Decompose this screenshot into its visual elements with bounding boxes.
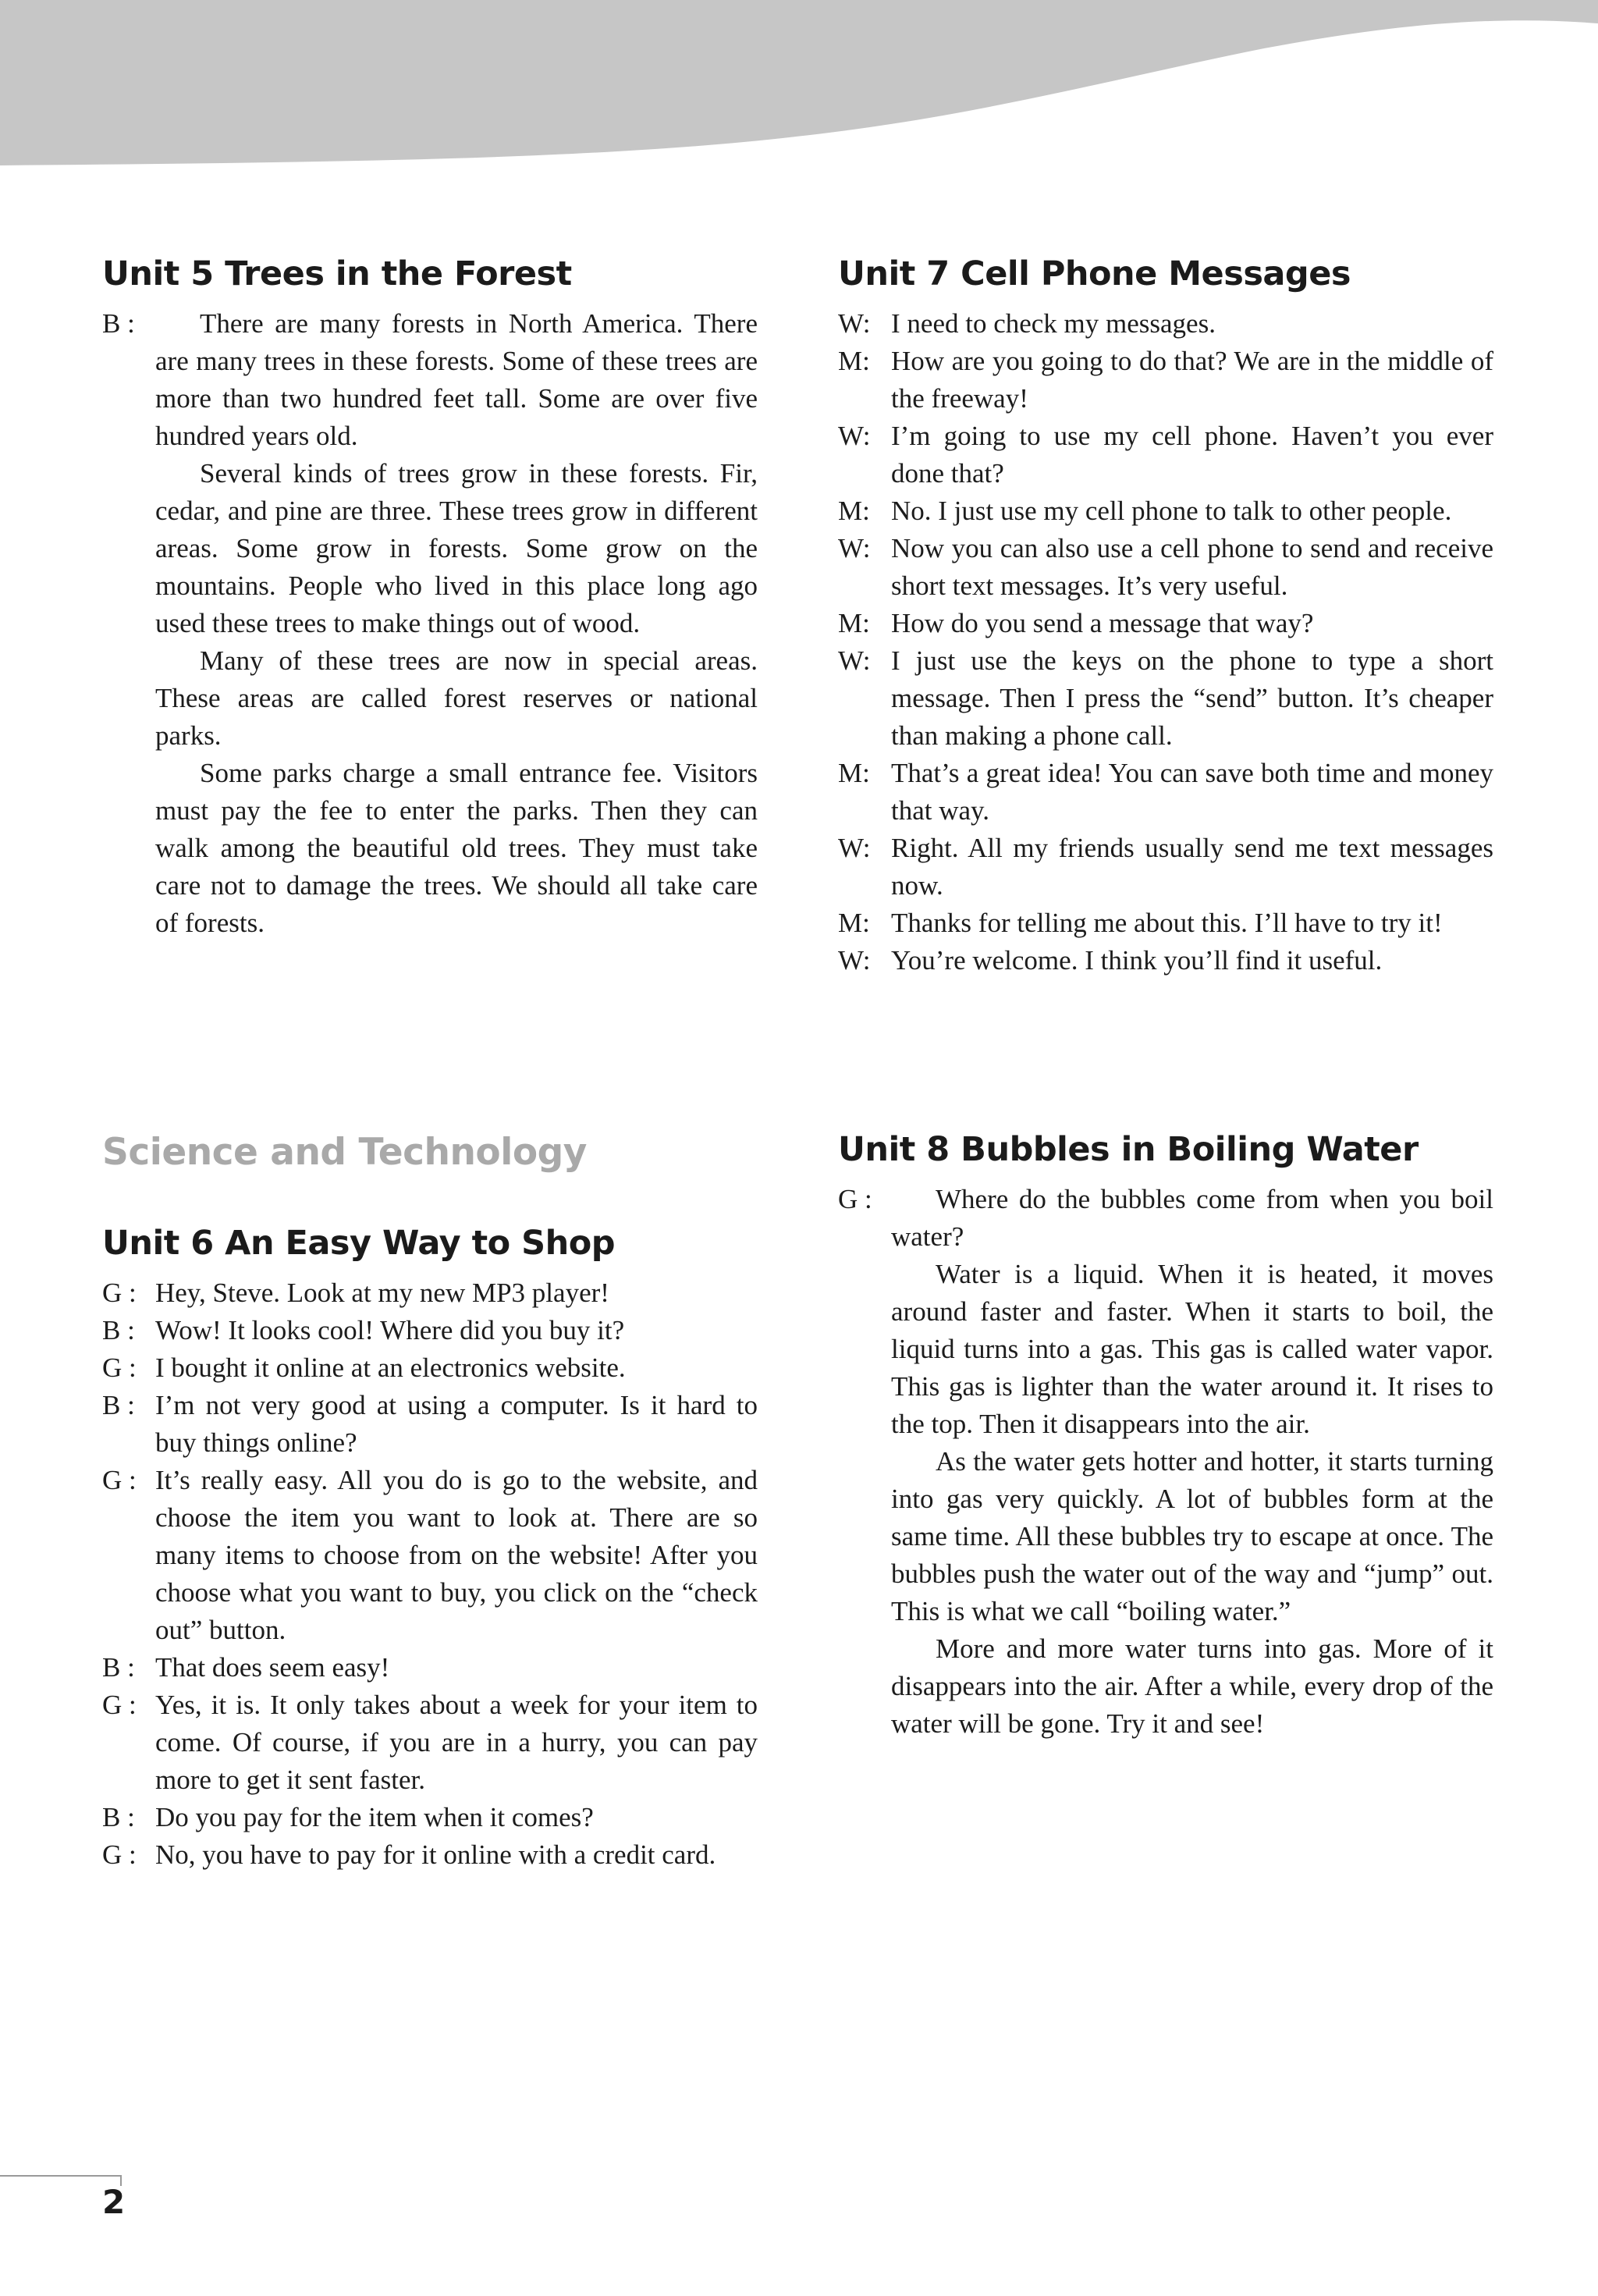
unit7-dialogue	[838, 305, 1493, 979]
dialogue-line	[838, 530, 1493, 605]
unit8-paragraph: As the water gets hotter and hotter, it starts turning into gas very quickly. A lot of bubbles form at the same time. All these bubbles try to escape at once. The bubbles push the water out of the way and “jump” out. This is what we call “boiling water.”	[891, 1446, 1493, 1626]
speaker-label: W:	[838, 421, 871, 451]
speaker-label: G :	[102, 1839, 137, 1870]
dialogue-line	[102, 1649, 758, 1686]
dialogue-line	[102, 1274, 758, 1312]
dialogue-line	[838, 492, 1493, 530]
speaker-label: G :	[102, 1690, 137, 1720]
dialogue-line	[838, 305, 1493, 343]
speaker-label: G :	[102, 1352, 137, 1383]
unit7-title: Unit 7 Cell Phone Messages	[838, 254, 1351, 293]
unit5-speaker: B :	[102, 308, 135, 339]
speaker-label: M:	[838, 496, 870, 526]
speaker-label: M:	[838, 608, 870, 638]
page-number: 2	[102, 2183, 126, 2221]
dialogue-text: You’re welcome. I think you’ll find it useful.	[891, 945, 1383, 976]
speaker-label: W:	[838, 533, 871, 563]
unit6-title: Unit 6 An Easy Way to Shop	[102, 1224, 616, 1263]
section-heading: Science and Technology	[102, 1131, 587, 1174]
dialogue-text: Wow! It looks cool! Where did you buy it?	[155, 1315, 625, 1345]
unit5-paragraph: There are many forests in North America. There are many trees in these forests. Some of these trees are more than two hundred feet tall. Some are over five hundred years old.	[155, 308, 758, 451]
dialogue-text: Now you can also use a cell phone to send and receive short text messages. It’s very useful.	[891, 533, 1493, 601]
dialogue-text: No. I just use my cell phone to talk to other people.	[891, 496, 1452, 526]
dialogue-text: Hey, Steve. Look at my new MP3 player!	[155, 1278, 609, 1308]
dialogue-text: I bought it online at an electronics website.	[155, 1352, 626, 1383]
dialogue-line	[838, 942, 1493, 979]
speaker-label: W:	[838, 945, 871, 976]
header-wave-band	[0, 0, 1598, 187]
speaker-label: G :	[102, 1278, 137, 1308]
unit8-paragraph: Water is a liquid. When it is heated, it moves around faster and faster. When it starts to boil, the liquid turns into a gas. This gas is called water vapor. This gas is lighter than the water around it. It rises to the top. Then it disappears into the air.	[891, 1259, 1493, 1439]
unit5-paragraph: Some parks charge a small entrance fee. Visitors must pay the fee to enter the parks. Then they can walk among the beautiful old trees. They must take care not to damage the trees. We should all take care of forests.	[155, 758, 758, 938]
science-technology-section	[102, 1129, 758, 1176]
dialogue-text: Right. All my friends usually send me text messages now.	[891, 833, 1493, 901]
dialogue-line	[102, 1799, 758, 1836]
unit7-section	[838, 251, 1493, 979]
dialogue-text: Yes, it is. It only takes about a week for your item to come. Of course, if you are in a hurry, you can pay more to get it sent faster.	[155, 1690, 758, 1795]
dialogue-text: I need to check my messages.	[891, 308, 1216, 339]
dialogue-text: How are you going to do that? We are in the middle of the freeway!	[891, 346, 1493, 414]
dialogue-text: I just use the keys on the phone to type a short message. Then I press the “send” button. It’s cheaper than making a phone call.	[891, 645, 1493, 751]
speaker-label: G :	[102, 1465, 137, 1495]
unit6-dialogue	[102, 1274, 758, 1874]
footer-rule	[0, 2175, 122, 2177]
dialogue-line	[102, 1462, 758, 1649]
dialogue-line	[838, 830, 1493, 905]
dialogue-text: Do you pay for the item when it comes?	[155, 1802, 594, 1832]
dialogue-line	[102, 1349, 758, 1387]
unit8-section	[838, 1126, 1493, 1743]
dialogue-text: That does seem easy!	[155, 1652, 390, 1683]
speaker-label: M:	[838, 346, 870, 376]
dialogue-line	[838, 343, 1493, 418]
dialogue-text: It’s really easy. All you do is go to the website, and choose the item you want to look at. There are so many items to choose from on the website! After you choose what you want to buy, you click on the “check out” button.	[155, 1465, 758, 1645]
unit8-paragraph: Where do the bubbles come from when you boil water?	[891, 1184, 1493, 1252]
dialogue-text: I’m going to use my cell phone. Haven’t you ever done that?	[891, 421, 1493, 489]
speaker-label: W:	[838, 308, 871, 339]
dialogue-line	[838, 755, 1493, 830]
unit6-section	[102, 1220, 758, 1874]
speaker-label: B :	[102, 1390, 135, 1420]
unit8-title: Unit 8 Bubbles in Boiling Water	[838, 1130, 1419, 1169]
unit5-monologue	[102, 305, 758, 942]
dialogue-line	[102, 1686, 758, 1799]
speaker-label: B :	[102, 1652, 135, 1683]
unit8-speaker: G :	[838, 1184, 872, 1214]
speaker-label: M:	[838, 758, 870, 788]
unit8-paragraph: More and more water turns into gas. More of it disappears into the air. After a while, every drop of the water will be gone. Try it and see!	[891, 1633, 1493, 1739]
dialogue-line	[102, 1387, 758, 1462]
dialogue-line	[838, 905, 1493, 942]
unit5-title: Unit 5 Trees in the Forest	[102, 254, 572, 293]
unit5-paragraph: Several kinds of trees grow in these forests. Fir, cedar, and pine are three. These trees grow in different areas. Some grow in forests. Some grow on the mountains. People who lived in this place long ago used these trees to make things out of wood.	[155, 458, 758, 638]
unit5-section	[102, 251, 758, 942]
speaker-label: W:	[838, 645, 871, 676]
dialogue-line	[838, 605, 1493, 642]
dialogue-line	[838, 642, 1493, 755]
dialogue-text: I’m not very good at using a computer. Is it hard to buy things online?	[155, 1390, 758, 1458]
dialogue-text: No, you have to pay for it online with a credit card.	[155, 1839, 716, 1870]
unit8-monologue	[838, 1181, 1493, 1743]
dialogue-line	[102, 1312, 758, 1349]
dialogue-text: Thanks for telling me about this. I’ll have to try it!	[891, 908, 1443, 938]
speaker-label: B :	[102, 1802, 135, 1832]
dialogue-text: That’s a great idea! You can save both time and money that way.	[891, 758, 1493, 826]
speaker-label: M:	[838, 908, 870, 938]
dialogue-line	[838, 418, 1493, 492]
dialogue-text: How do you send a message that way?	[891, 608, 1314, 638]
speaker-label: B :	[102, 1315, 135, 1345]
unit5-paragraph: Many of these trees are now in special areas. These areas are called forest reserves or national parks.	[155, 645, 758, 751]
speaker-label: W:	[838, 833, 871, 863]
dialogue-line	[102, 1836, 758, 1874]
